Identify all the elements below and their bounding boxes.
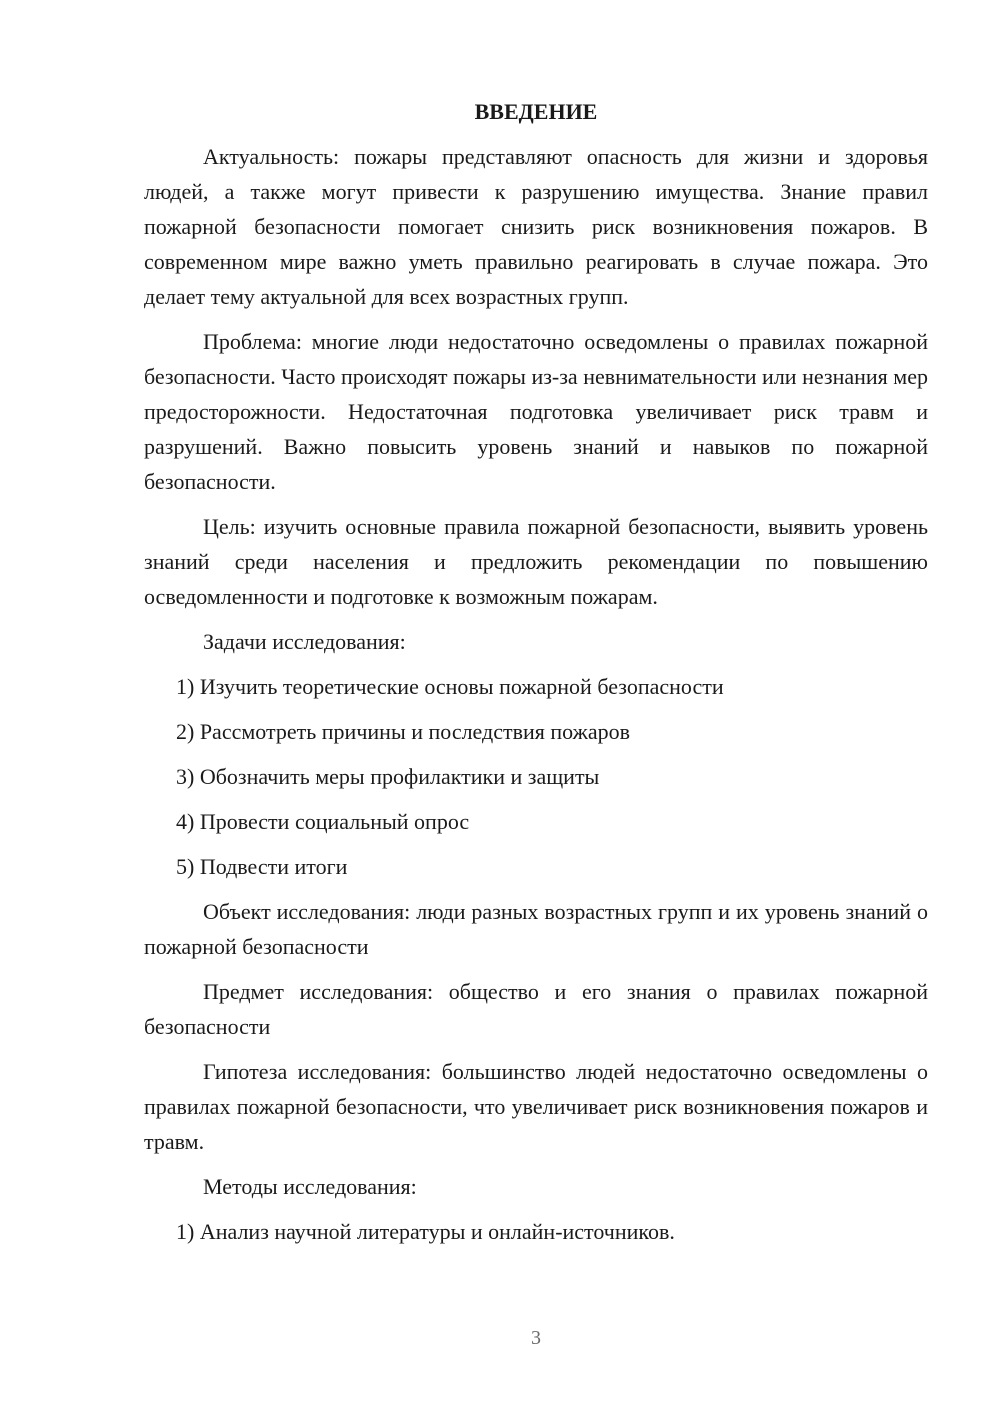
problem-paragraph: Проблема: многие люди недостаточно осведомлены о правилах пожарной безопасности. Часто происходят пожары из-за невнимательности или незнания мер предосторожности. Недостаточная подготовка увеличивает риск травм и разрушений. Важно повысить уровень знаний и навыков по пожарной безопасности. [144, 329, 928, 494]
tasks-list [144, 669, 928, 884]
task-item: 1) Изучить теоретические основы пожарной безопасности [176, 674, 724, 699]
task-item: 5) Подвести итоги [176, 854, 348, 879]
method-item: 1) Анализ научной литературы и онлайн-источников. [176, 1219, 675, 1244]
task-item: 2) Рассмотреть причины и последствия пожаров [176, 719, 630, 744]
section-title: ВВЕДЕНИЕ [474, 99, 598, 124]
goal-paragraph: Цель: изучить основные правила пожарной безопасности, выявить уровень знаний среди населения и предложить рекомендации по повышению осведомленности и подготовке к возможным пожарам. [144, 514, 928, 609]
task-item: 4) Провести социальный опрос [176, 809, 470, 834]
object-paragraph: Объект исследования: люди разных возрастных групп и их уровень знаний о пожарной безопасности [144, 899, 928, 959]
hypothesis-paragraph: Гипотеза исследования: большинство людей недостаточно осведомлены о правилах пожарной безопасности, что увеличивает риск возникновения пожаров и травм. [144, 1059, 928, 1154]
relevance-paragraph: Актуальность: пожары представляют опасность для жизни и здоровья людей, а также могут привести к разрушению имущества. Знание правил пожарной безопасности помогает снизить риск возникновения пожаров. В современном мире важно уметь правильно реагировать в случае пожара. Это делает тему актуальной для всех возрастных групп. [144, 144, 928, 309]
methods-label: Методы исследования: [203, 1174, 417, 1199]
task-item: 3) Обозначить меры профилактики и защиты [176, 764, 600, 789]
document-body [144, 94, 928, 1259]
tasks-label: Задачи исследования: [203, 629, 406, 654]
methods-list [144, 1214, 928, 1249]
page-number: 3 [531, 1327, 541, 1349]
subject-paragraph: Предмет исследования: общество и его знания о правилах пожарной безопасности [144, 979, 928, 1039]
